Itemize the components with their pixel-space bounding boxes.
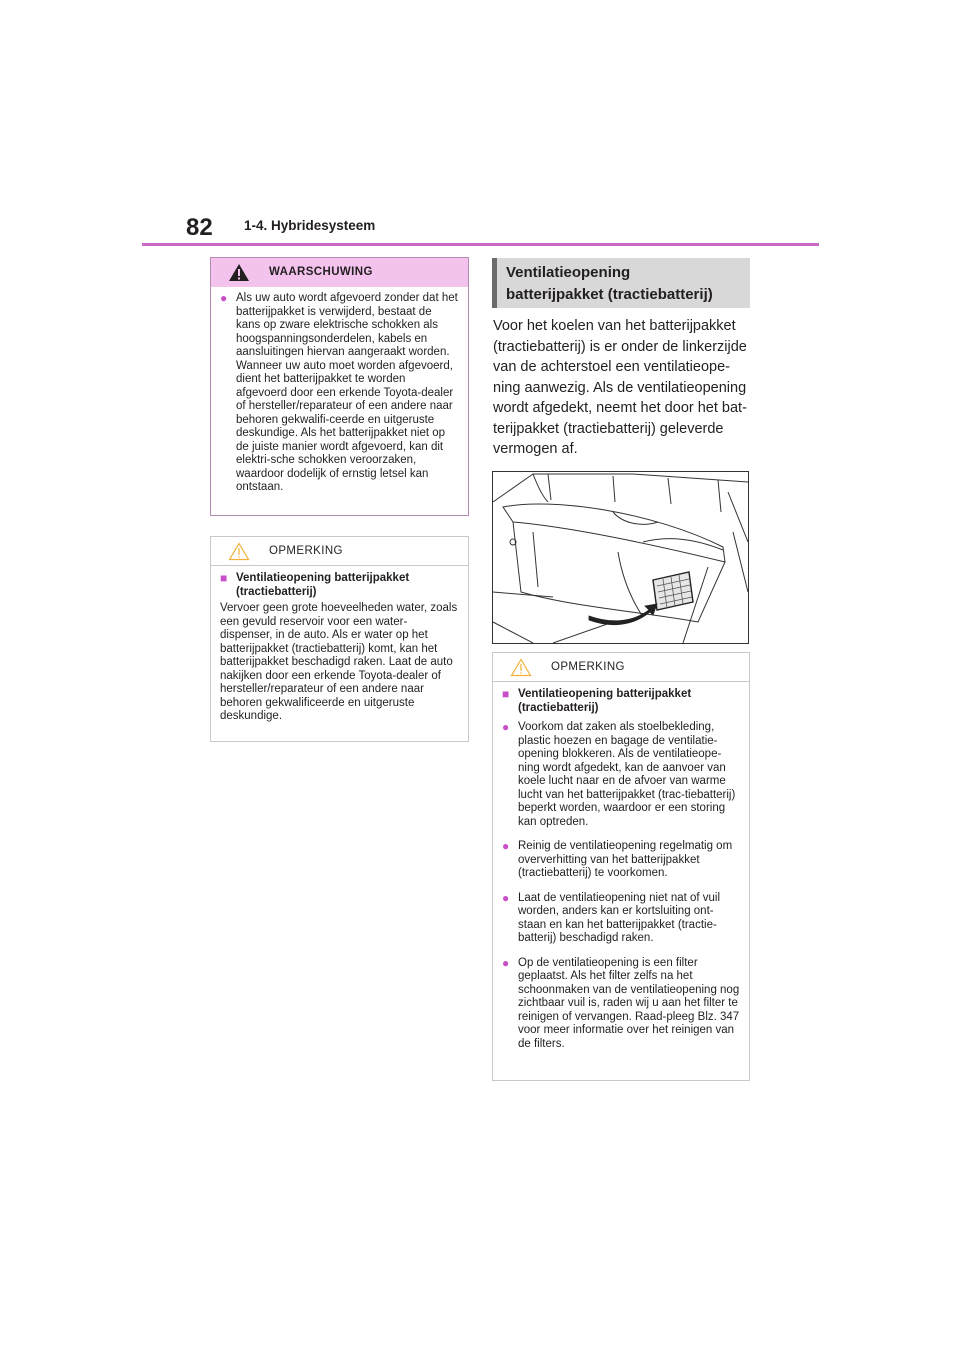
warning-triangle-icon [228,263,250,282]
filled-circle-icon: ● [502,890,510,905]
vent-grille [653,572,693,610]
section-heading [492,258,750,308]
note-heading: Ventilatieopening batterijpakket (tractiebatterij) [236,572,410,598]
note-heading: Ventilatieopening batterijpakket (tractiebatterij) [518,688,692,714]
list-item [502,721,740,829]
filled-square-icon: ■ [502,687,510,701]
filled-circle-icon: ● [502,839,510,853]
note-item-text: Laat de ventilatieopening niet nat of vuil worden, anders kan er kortsluiting ont-staan en kan het batterijpakket (tractie-batterij) beschadigd raken. [518,891,721,944]
rear-seat-illustration [492,471,749,644]
filled-circle-icon: ● [502,955,510,970]
section-title: 1-4. Hybridesysteem [244,218,376,233]
note-item-text: Voorkom dat zaken als stoelbekleding, plastic hoezen en bagage de ventilatie-opening blokkeren. Als de ventilatieope-ning wordt afgedekt, kan de aanvoer van koele lucht naar en de afvoer van warme lucht van het batterijpakket (trac-tiebatterij) beperkt worden, waardoor er een storing kan optreden. [518,721,736,828]
header-rule [142,243,819,246]
list-item [502,957,740,1052]
page-number: 82 [186,214,213,241]
caution-triangle-icon [510,658,532,677]
section-heading-line1: Ventilatieopening [506,264,631,281]
heading-bar [492,258,497,308]
note-label: OPMERKING [551,661,625,673]
note-box-right [492,652,750,1081]
note-item-text: Reinig de ventilatieopening regelmatig om oververhitting van het batterijpakket (tractiebatterij) te voorkomen. [518,840,733,879]
note-box-left [210,536,469,742]
intro-paragraph: Voor het koelen van het batterijpakket (tractiebatterij) is er onder de linkerzijde van de achterstoel een ventilatieope-ning aanwezig. Als de ventilatieopening wordt afgedekt, neemt het door het bat-terijpakket (tractiebatterij) geleverde vermogen af. [493,318,747,457]
note-item-text: Op de ventilatieopening is een filter geplaatst. Als het filter zelfs na het schoonmaken van de ventilatieopening nog zichtbaar vuil is, raden wij u aan het filter te reinigen of vervangen. Raad-pleeg Blz. 347 voor meer informatie over het reinigen van de filters. [518,956,740,1050]
warning-header [211,258,468,287]
filled-circle-icon: ● [502,720,510,734]
note-heading-item [502,688,740,715]
note-text: Vervoer geen grote hoeveelheden water, zoals een gevuld reservoir voor een water-dispenser, in de auto. Als er water op het batterijpakket (tractiebatterij) komt, kan het batterijpakket beschadigd raken. Laat de auto nakijken door een erkende Toyota-dealer of hersteller/reparateur of een andere naar behoren gekwalificeerde en uitgeruste deskundige. [220,602,458,722]
note-heading-item [220,572,459,599]
note-header [211,537,468,566]
filled-circle-icon: ● [220,291,228,305]
note-label: OPMERKING [269,545,343,557]
warning-text: Als uw auto wordt afgevoerd zonder dat het batterijpakket is verwijderd, bestaat de kans op zware elektrische schokken als hoogspanningsonderdelen, kabels en aansluitingen hiervan aangeraakt worden. Wanneer uw auto moet worden afgevoerd, dient het batterijpakket te worden afgevoerd door een erkende Toyota-dealer of hersteller/reparateur of een andere naar behoren gekwalifi-ceerde en uitgeruste deskundige. Als het batterijpakket niet op de juiste manier wordt afgevoerd, kan dit elektri-sche schokken veroorzaken, waardoor dodelijk of ernstig letsel kan ontstaan. [236,292,458,493]
list-item [502,840,740,881]
rear-seat-drawing [493,472,748,643]
caution-triangle-icon [228,542,250,561]
section-heading-text [506,262,713,306]
note-header [493,653,749,682]
warning-box [210,257,469,516]
filled-square-icon: ■ [220,571,228,585]
section-heading-line2: batterijpakket (tractiebatterij) [506,286,713,303]
list-item [502,892,740,946]
warning-label: WAARSCHUWING [269,266,373,278]
list-item [220,292,459,495]
